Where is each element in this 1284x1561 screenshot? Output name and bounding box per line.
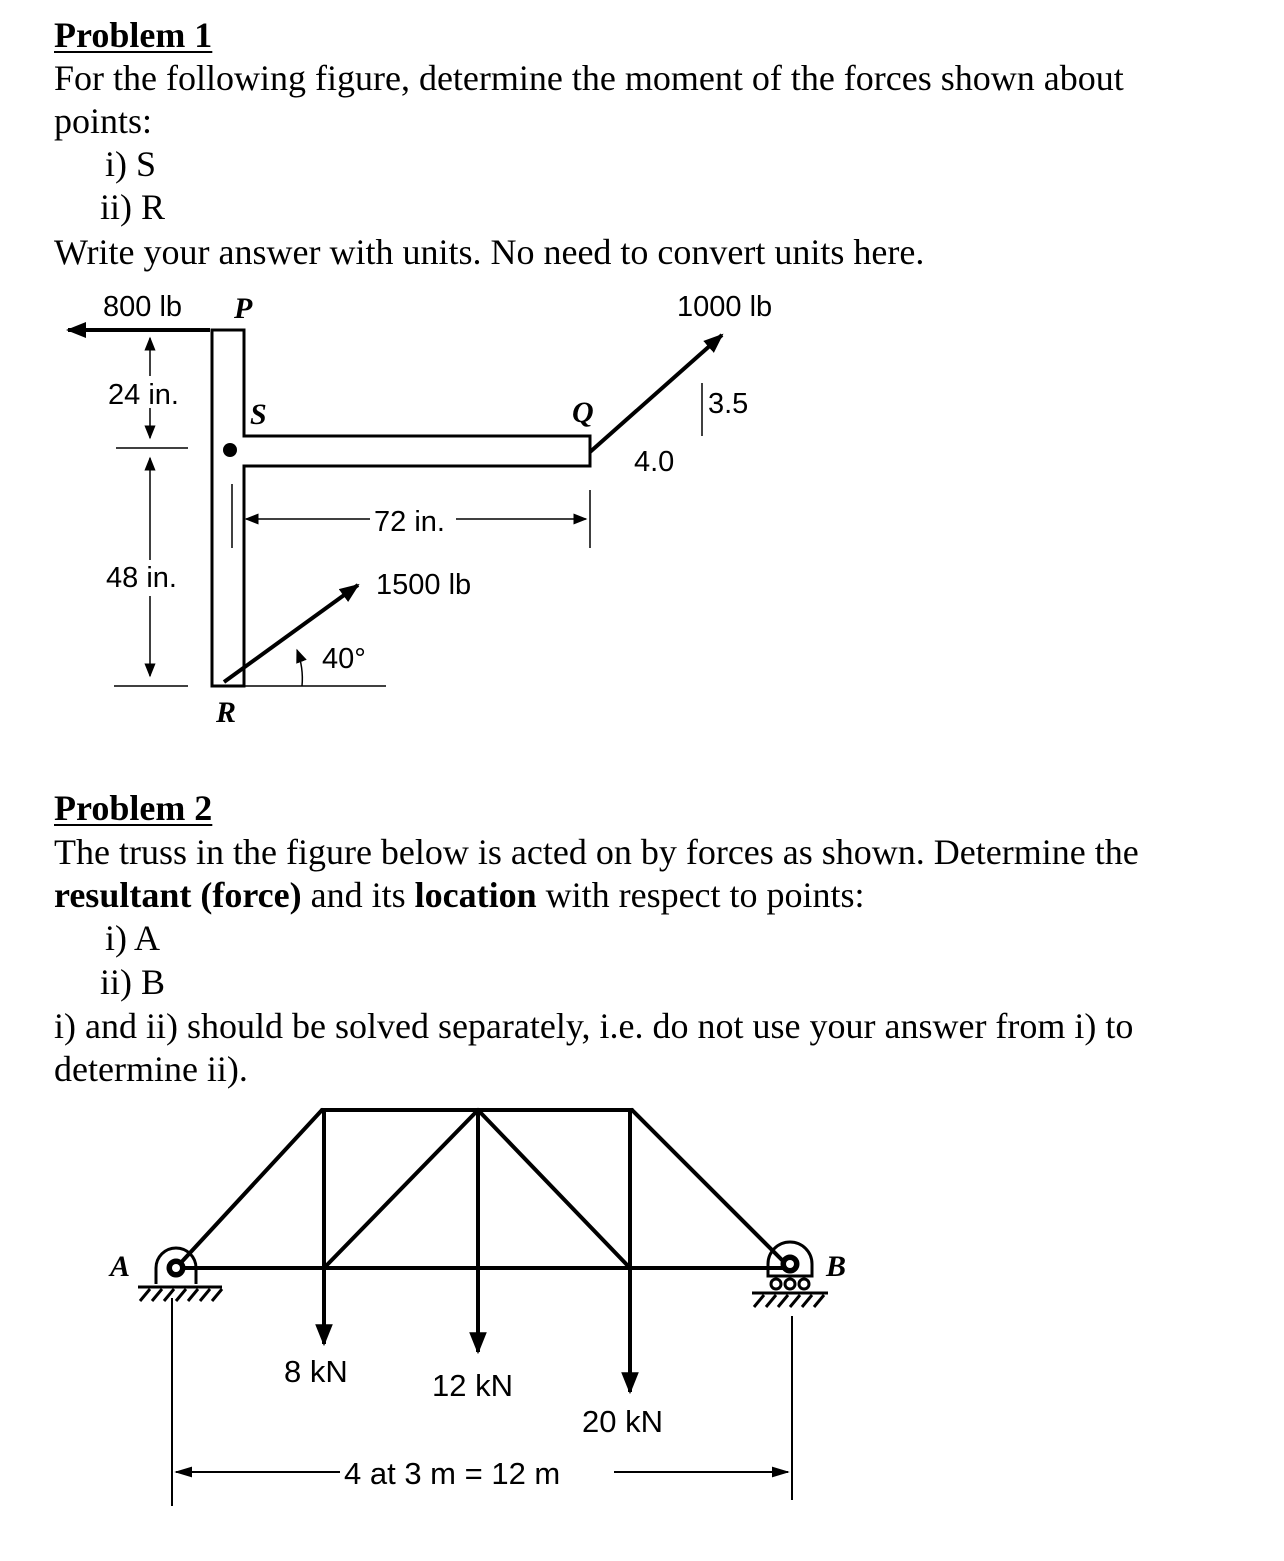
line-2-end: with respect to points: bbox=[536, 875, 865, 915]
slope-run-label: 4.0 bbox=[634, 446, 675, 478]
load-20kn-label: 20 kN bbox=[582, 1404, 663, 1439]
problem-2-line-1: The truss in the figure below is acted on by forces as shown. Determine the bbox=[54, 832, 1139, 872]
point-q-label: Q bbox=[572, 396, 594, 429]
problem-1-heading: Problem 1 bbox=[54, 15, 213, 55]
support-b-roller bbox=[752, 1242, 828, 1307]
force-1500-label: 1500 lb bbox=[376, 569, 472, 601]
point-a-label: A bbox=[110, 1250, 131, 1283]
line-2-mid: and its bbox=[301, 875, 415, 915]
problem-1-item-ii: ii) R bbox=[100, 187, 166, 227]
dim-24-label: 24 in. bbox=[108, 379, 179, 411]
point-p-label: P bbox=[234, 292, 253, 325]
problem-2-item-i: i) A bbox=[105, 918, 161, 958]
problem-2-note-2: determine ii). bbox=[54, 1049, 248, 1089]
problem-1-note: Write your answer with units. No need to convert units here. bbox=[54, 232, 925, 272]
point-r-label: R bbox=[216, 696, 237, 729]
problem-2-item-ii: ii) B bbox=[100, 962, 166, 1002]
problem-2-heading: Problem 2 bbox=[54, 788, 213, 828]
problem-1-line-1: For the following figure, determine the moment of the forces shown about bbox=[54, 58, 1124, 98]
point-s-label: S bbox=[250, 398, 267, 431]
span-label: 4 at 3 m = 12 m bbox=[344, 1456, 561, 1491]
load-8kn-label: 8 kN bbox=[284, 1354, 348, 1389]
truss-members bbox=[176, 1110, 790, 1268]
location-bold: location bbox=[414, 875, 537, 915]
problem-1-line-2: points: bbox=[54, 101, 153, 141]
problem-1-item-i: i) S bbox=[105, 144, 157, 184]
resultant-bold: resultant (force) bbox=[54, 875, 302, 915]
angle-label: 40° bbox=[322, 643, 366, 675]
support-a-pin bbox=[138, 1248, 222, 1301]
dim-72-label: 72 in. bbox=[374, 506, 445, 538]
force-800-label: 800 lb bbox=[103, 291, 183, 323]
dim-48-label: 48 in. bbox=[106, 562, 177, 594]
point-b-label: B bbox=[826, 1250, 847, 1283]
problem-2-note-1: i) and ii) should be solved separately, i.e. do not use your answer from i) to bbox=[54, 1006, 1134, 1046]
load-12kn-label: 12 kN bbox=[432, 1368, 513, 1403]
force-1000-label: 1000 lb bbox=[677, 291, 773, 323]
slope-rise-label: 3.5 bbox=[708, 388, 749, 420]
